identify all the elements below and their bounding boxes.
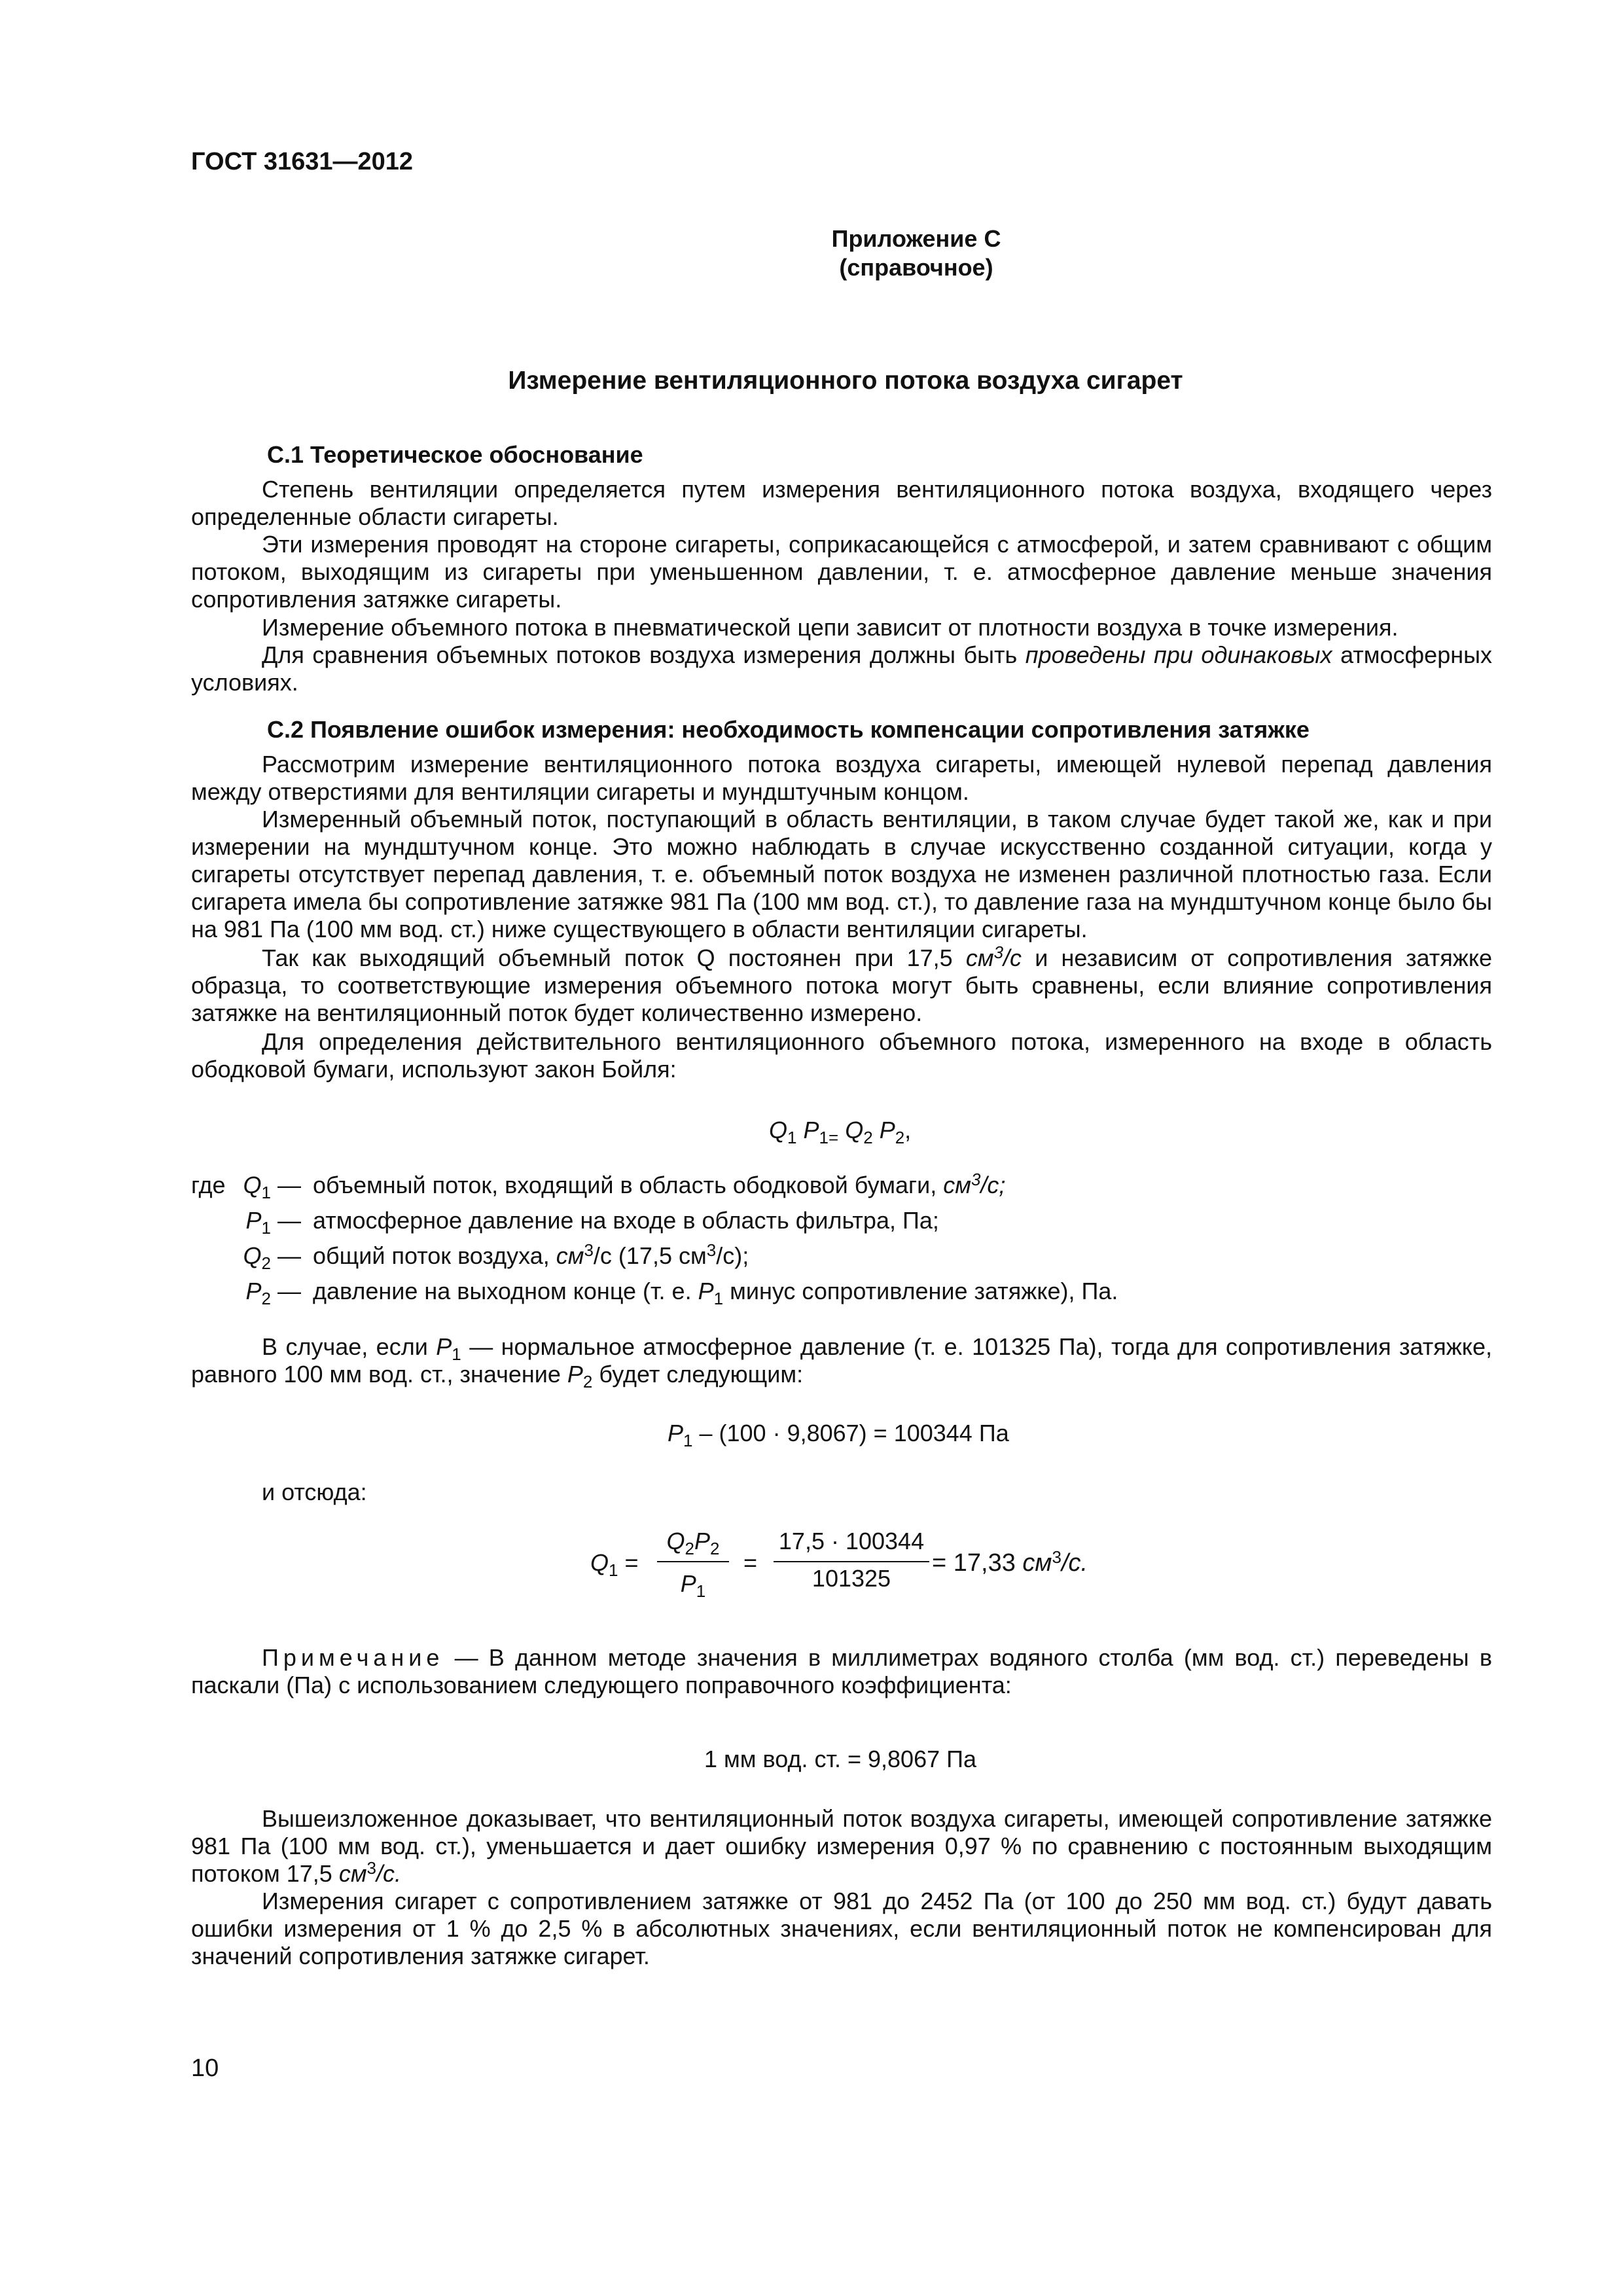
case-paragraph <box>191 1333 1492 1391</box>
unit-sup: 3 <box>971 1170 981 1189</box>
conclusion-text: Вышеизложенное доказывает, что вентиляционный поток воздуха сигареты, имеющей сопротивление затяжке 981 Па (100 мм вод. ст.), уменьшается и дает ошибку измерения 0,97 % по сравнению с постоянным выходящим потоком 17,5 <box>191 1805 1492 1887</box>
symbol-letter: P <box>436 1333 452 1360</box>
unit-sup: 3 <box>993 942 1004 962</box>
formula-equals: = <box>624 1549 639 1576</box>
s1-paragraph-1: Степень вентиляции определяется путем измерения вентиляционного потока воздуха, входящего через определенные области сигареты. <box>191 476 1492 530</box>
conclusion-paragraph-1 <box>191 1805 1492 1888</box>
conclusion-paragraph-2: Измерения сигарет с сопротивлением затяжке от 981 до 2452 Па (от 100 до 250 мм вод. ст.) будут давать ошибки измерения от 1 % до 2,5 % в абсолютных значениях, если вентиляционный поток не компенсирован для значений сопротивления затяжке сигарет. <box>191 1888 1492 1969</box>
s2-paragraph-4: Для определения действительного вентиляционного объемного потока, измеренного на входе в область ободковой бумаги, используют закон Бойля: <box>191 1028 1492 1083</box>
unit-sup: 3 <box>1052 1547 1061 1567</box>
dash: — <box>277 1242 301 1269</box>
annex-label: Приложение С <box>831 225 1001 252</box>
formula-equals-2: = <box>743 1549 758 1576</box>
unit-cm: см <box>1022 1549 1052 1577</box>
fraction-1-numerator <box>657 1527 729 1556</box>
unit-cm: см <box>965 944 994 971</box>
fraction-2-numerator: 17,5 · 100344 <box>778 1528 925 1554</box>
symbol-letter: P <box>694 1528 711 1554</box>
where-row-3 <box>0 1242 1623 1274</box>
section-c1-heading: С.1 Теоретическое обоснование <box>267 441 643 468</box>
unit-end: /с); <box>716 1242 749 1269</box>
unit-cm: см <box>338 1860 367 1887</box>
symbol-letter: Q <box>243 1172 262 1198</box>
symbol-letter: Q <box>243 1242 262 1269</box>
note-paragraph <box>191 1644 1492 1699</box>
unit-sup: 3 <box>366 1858 376 1878</box>
formula-lhs <box>590 1549 639 1580</box>
s1-paragraph-3: Измерение объемного потока в пневматической цепи зависит от плотности воздуха в точке измерения. <box>262 614 1399 641</box>
s2-paragraph-3 <box>191 944 1492 1027</box>
formula-symbol: P <box>803 1117 819 1143</box>
symbol-letter: P <box>680 1570 696 1597</box>
symbol-sub: 1 <box>261 1183 271 1202</box>
symbol-letter: P <box>668 1420 684 1446</box>
symbol-sub: 1 <box>609 1560 618 1580</box>
fraction-2-denominator: 101325 <box>812 1565 891 1592</box>
where-symbol <box>223 1206 301 1238</box>
symbol-sub: 1 <box>696 1581 706 1601</box>
symbol-letter: P <box>245 1207 262 1234</box>
where-description <box>313 1277 1118 1306</box>
unit-tail: /с. <box>376 1860 402 1887</box>
page-number: 10 <box>191 2054 219 2082</box>
unit-cm: см <box>556 1242 584 1269</box>
unit-sup: 3 <box>584 1240 594 1260</box>
where-row-1 <box>0 1171 1623 1204</box>
formula-symbol: P <box>879 1117 895 1143</box>
s2-paragraph-1: Рассмотрим измерение вентиляционного потока воздуха сигареты, имеющей нулевой перепад давления между отверстиями для вентиляции сигареты и мундштучным концом. <box>191 751 1492 805</box>
symbol-sub: 2 <box>261 1289 271 1308</box>
symbol-letter: Q <box>666 1528 685 1554</box>
formula-sub: 1 <box>819 1128 829 1147</box>
hence-text: и отсюда: <box>262 1479 367 1505</box>
symbol-letter: P <box>567 1361 583 1388</box>
desc-text: давление на выходном конце (т. е. <box>313 1278 692 1304</box>
standard-code: ГОСТ 31631—2012 <box>191 148 414 175</box>
formula-symbol: Q <box>845 1117 864 1143</box>
dash: — <box>277 1207 301 1234</box>
unit-sup: 3 <box>706 1240 717 1260</box>
symbol-sub: 2 <box>261 1253 271 1273</box>
fraction-1-denominator <box>657 1570 729 1601</box>
symbol-letter: Q <box>590 1549 609 1576</box>
where-description <box>313 1171 1005 1200</box>
where-row-2 <box>0 1206 1623 1239</box>
s1-p4-text-a: Для сравнения объемных потоков воздуха измерения должны быть <box>262 641 1018 668</box>
symbol-sub: 1 <box>261 1218 271 1238</box>
symbol-letter: P <box>245 1278 262 1304</box>
fraction-1-bar <box>657 1561 729 1562</box>
formula-rest: – (100 · 9,8067) = 100344 Па <box>699 1420 1009 1446</box>
boyle-formula <box>769 1116 911 1145</box>
symbol-sub: 1 <box>452 1344 461 1364</box>
formula-sub: 1 <box>787 1128 797 1147</box>
formula-p1 <box>668 1419 1009 1448</box>
where-symbol <box>223 1171 301 1200</box>
fraction-2-bar <box>774 1561 929 1562</box>
formula-equals: = <box>828 1128 839 1147</box>
dash: — <box>277 1278 301 1304</box>
case-text-a: В случае, если <box>262 1333 428 1360</box>
symbol-sub: 2 <box>685 1539 694 1558</box>
s2-p3-text-b: и независим от сопротивления затяжке образца, то соответствующие измерения объемного потока могут быть сравнены, если влияние сопротивления затяжке на вентиляционный поток будет количественно измерено. <box>191 944 1492 1026</box>
desc-unit <box>943 1172 1005 1198</box>
s2-paragraph-2: Измеренный объемный поток, поступающий в область вентиляции, в таком случае будет такой же, как и при измерении на мундштучном конце. Это можно наблюдать в случае искусственно созданной ситуации, когда у сигареты отсутствует перепад давления, т. е. объемный поток воздуха не изменен различной плотностью газа. Если сигарета имела бы сопротивление затяжке 981 Па (100 мм вод. ст.), то давление газа на мундштучном конце было бы на 981 Па (100 мм вод. ст.) ниже существующего в области вентиляции сигареты. <box>191 806 1492 942</box>
unit-tail: /с <box>1003 944 1022 971</box>
where-description <box>313 1242 749 1270</box>
where-description: атмосферное давление на входе в область фильтра, Па; <box>313 1207 939 1234</box>
unit-cm: см <box>943 1172 971 1198</box>
dash: — <box>277 1172 301 1198</box>
unit-tail: /с; <box>980 1172 1006 1198</box>
desc-text: минус сопротивление затяжке), Па. <box>730 1278 1118 1304</box>
s1-paragraph-2: Эти измерения проводят на стороне сигареты, соприкасающейся с атмосферой, и затем сравнивают с общим потоком, выходящим из сигареты при уменьшенном давлении, т. е. атмосферное давление меньше значения сопротивления затяжке сигареты. <box>191 531 1492 613</box>
unit-tail: /с (17,5 см <box>593 1242 707 1269</box>
formula-sub: 2 <box>863 1128 873 1147</box>
s2-p3-text-a: Так как выходящий объемный поток Q постоянен при 17,5 <box>262 944 953 971</box>
conversion-formula: 1 мм вод. ст. = 9,8067 Па <box>704 1746 977 1772</box>
desc-text: объемный поток, входящий в область ободковой бумаги, <box>313 1172 937 1198</box>
formula-comma: , <box>904 1117 912 1143</box>
symbol-sub: 2 <box>710 1539 720 1558</box>
s1-paragraph-4 <box>191 641 1492 696</box>
note-label: Примечание <box>262 1644 444 1671</box>
symbol-sub: 2 <box>582 1372 593 1391</box>
s1-p4-text-b: атмосферных условиях. <box>191 641 1492 696</box>
s1-p4-italic: проведены при одинаковых <box>1025 641 1332 668</box>
case-text-c: будет следующим: <box>599 1361 804 1388</box>
note-text: — В данном методе значения в миллиметрах водяного столба (мм вод. ст.) переведены в паскали (Па) с использованием следующего поправочного коэффициента: <box>191 1644 1492 1698</box>
formula-sub: 2 <box>895 1128 905 1147</box>
formula-symbol: Q <box>769 1117 788 1143</box>
unit-tail: /с. <box>1061 1549 1088 1577</box>
where-symbol <box>223 1242 301 1273</box>
result-value: = 17,33 <box>932 1549 1016 1577</box>
formula-result <box>932 1549 1088 1577</box>
symbol-letter: P <box>698 1278 714 1304</box>
section-c2-heading: С.2 Появление ошибок измерения: необходимость компенсации сопротивления затяжке <box>267 716 1310 743</box>
symbol-sub: 1 <box>683 1431 693 1450</box>
where-label: где <box>191 1172 226 1198</box>
where-symbol <box>223 1277 301 1306</box>
annex-title: Измерение вентиляционного потока воздуха сигарет <box>508 367 1183 395</box>
s2-p3-unit <box>966 944 1022 971</box>
desc-text: общий поток воздуха, <box>313 1242 550 1269</box>
annex-type: (справочное) <box>839 254 993 281</box>
symbol-sub: 1 <box>713 1289 724 1308</box>
case-text-b: — нормальное атмосферное давление (т. е. 101325 Па), тогда для сопротивления затяжке, равного 100 мм вод. ст., значение <box>191 1333 1492 1388</box>
where-row-4 <box>0 1277 1623 1310</box>
